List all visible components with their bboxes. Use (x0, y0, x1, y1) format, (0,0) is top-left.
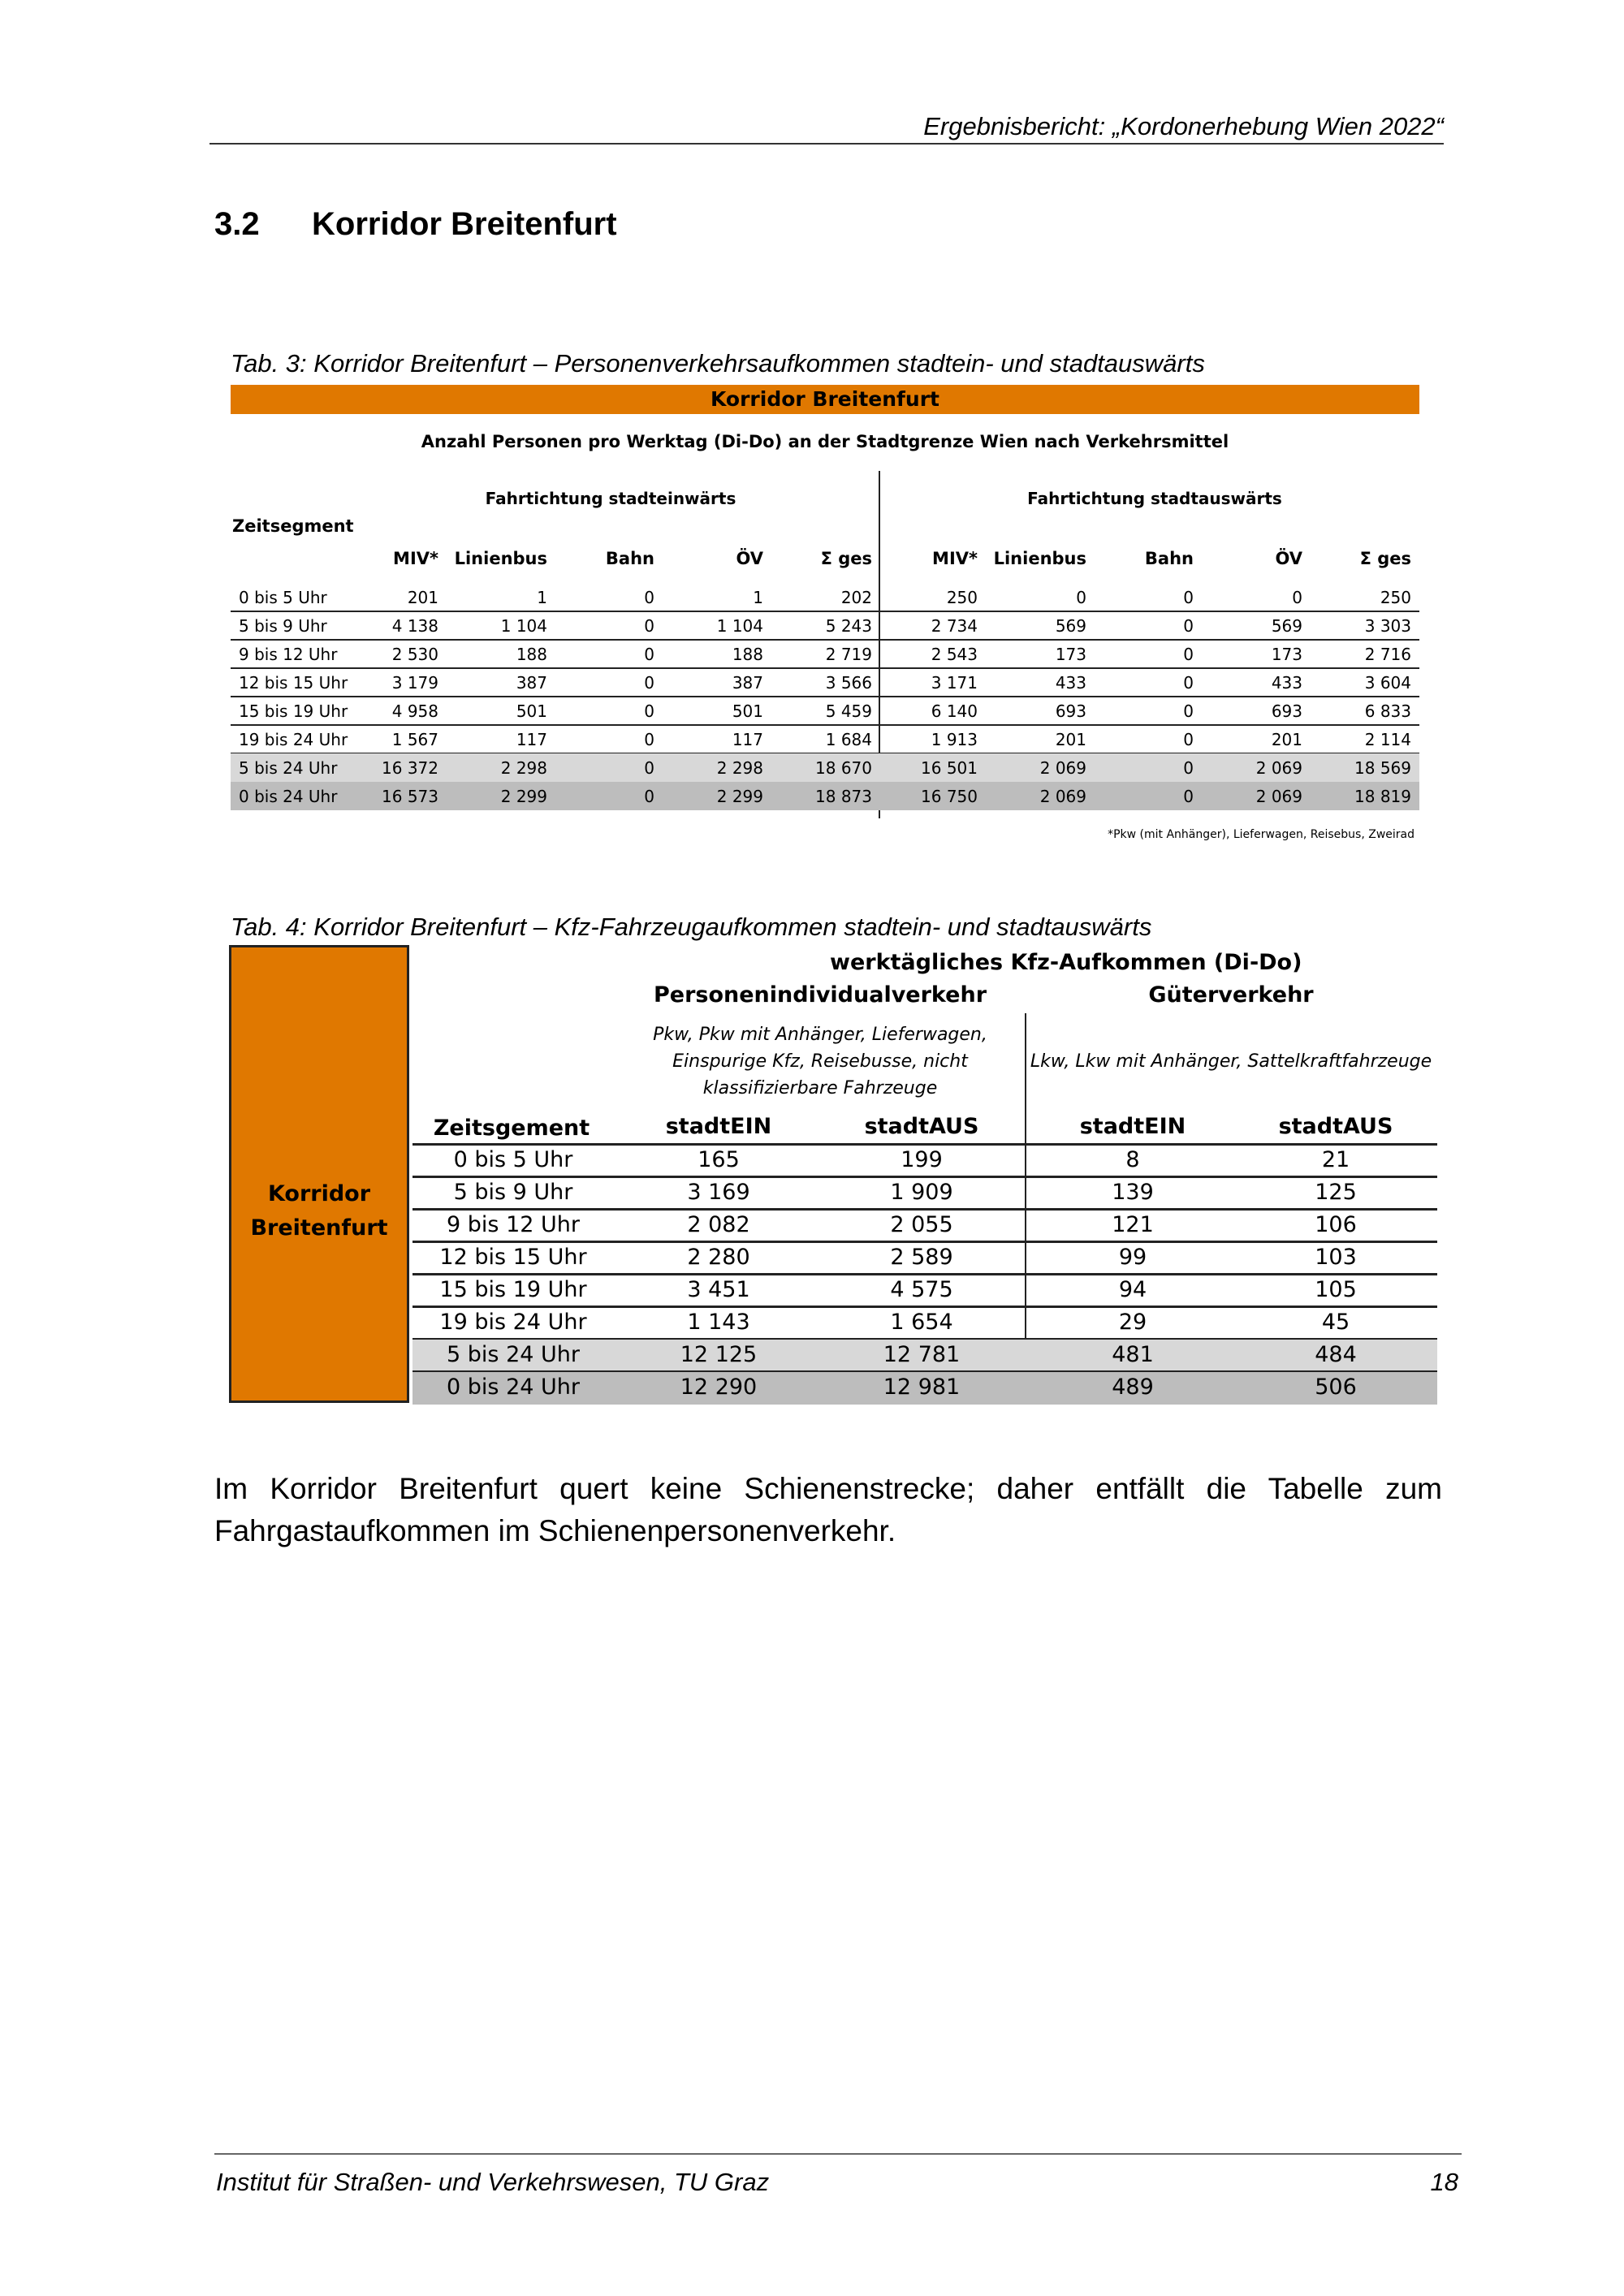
table3-cell: 2 069 (1255, 787, 1302, 806)
table3-cell: 0 (1183, 645, 1194, 664)
running-header: Ergebnisbericht: „Kordonerhebung Wien 2022“ (923, 112, 1444, 140)
table3-row (231, 753, 1419, 782)
table3-band-title: Korridor Breitenfurt (231, 385, 1419, 414)
table3-cell: 0 (644, 701, 654, 721)
table3-cell: 3 566 (825, 673, 872, 693)
table3-cell: 2 298 (500, 758, 547, 778)
table3-cell: 16 372 (382, 758, 438, 778)
section-number: 3.2 (214, 206, 260, 242)
table4-header-top: werktägliches Kfz-Aufkommen (Di-Do) (830, 950, 1302, 975)
table4-cell: 29 (1118, 1310, 1147, 1335)
table3-col-header: Bahn (605, 549, 654, 568)
table3-cell: 0 (644, 673, 654, 693)
table3-cell: 0 (1183, 730, 1194, 749)
table3-cell: 2 114 (1364, 730, 1411, 749)
table4-cell: 12 981 (883, 1375, 961, 1400)
table4-cell: 4 575 (890, 1277, 953, 1302)
table3-cell: 2 716 (1364, 645, 1411, 664)
table4-side-label (229, 1177, 409, 1245)
table3-cell: 0 (1183, 701, 1194, 721)
table4-row (412, 1372, 1437, 1405)
table3-cell: 3 303 (1364, 616, 1411, 636)
table3-cell: 387 (732, 673, 763, 693)
table4-piv-note-line2: Einspurige Kfz, Reisebusse, nicht (672, 1051, 968, 1072)
table3-cell: 433 (1271, 673, 1302, 693)
table4-row (412, 1307, 1437, 1340)
table4-cell: 2 589 (890, 1245, 953, 1270)
table4-cell: 165 (698, 1147, 740, 1172)
table3-row (231, 782, 1419, 810)
table4-row-label: 9 bis 12 Uhr (447, 1212, 580, 1237)
table4-cell: 12 125 (680, 1342, 758, 1367)
table3-row-label: 0 bis 5 Uhr (239, 588, 327, 607)
table3-col-header: MIV* (393, 549, 438, 568)
table3-cell: 2 299 (716, 787, 763, 806)
table3-cell: 0 (644, 645, 654, 664)
table4-col-gv-in: stadtEIN (1079, 1114, 1186, 1139)
table3-cell: 173 (1055, 645, 1086, 664)
table3-cell: 2 530 (391, 645, 438, 664)
table4-side-panel (229, 945, 409, 1403)
table3-cell: 2 069 (1039, 758, 1086, 778)
table4-cell: 506 (1315, 1375, 1357, 1400)
table3-row (231, 668, 1419, 697)
table3-cell: 18 873 (815, 787, 872, 806)
table4-cell: 489 (1112, 1375, 1154, 1400)
table3-cell: 1 (753, 588, 763, 607)
table3-cell: 0 (1183, 588, 1194, 607)
table4-piv-note (617, 1021, 1023, 1102)
table4-gv-note: Lkw, Lkw mit Anhänger, Sattelkraftfahrzeuge (1030, 1051, 1432, 1072)
table3-cell: 2 069 (1039, 787, 1086, 806)
table3-row (231, 697, 1419, 725)
table3-cell: 6 833 (1364, 701, 1411, 721)
table4-piv-note-line3: klassifizierbare Fahrzeuge (702, 1078, 938, 1098)
table3-footnote: *Pkw (mit Anhänger), Lieferwagen, Reisebus, Zweirad (1108, 828, 1415, 841)
footer-institute: Institut für Straßen- und Verkehrswesen, TU Graz (216, 2168, 770, 2196)
section-title: Korridor Breitenfurt (312, 206, 617, 242)
table3-cell: 2 719 (825, 645, 872, 664)
table4-row (412, 1177, 1437, 1210)
table3-col-header: ÖV (736, 549, 763, 568)
table4-cell: 121 (1112, 1212, 1154, 1237)
table4-col-piv-in: stadtEIN (665, 1114, 772, 1139)
table4-row-label: 19 bis 24 Uhr (439, 1310, 587, 1335)
table3-cell: 201 (407, 588, 438, 607)
table4-cell: 103 (1315, 1245, 1357, 1270)
table4-row (412, 1145, 1437, 1177)
table3-cell: 1 684 (825, 730, 872, 749)
table3-cell: 5 459 (825, 701, 872, 721)
table4-row (412, 1275, 1437, 1307)
table3-cell: 188 (732, 645, 763, 664)
table4-cell: 484 (1315, 1342, 1357, 1367)
table4-caption: Tab. 4: Korridor Breitenfurt – Kfz-Fahrzeugaufkommen stadtein- und stadtauswärts (231, 913, 1152, 941)
table3-cell: 3 179 (391, 673, 438, 693)
table3-cell: 250 (946, 588, 978, 607)
table4-col-piv-out: stadtAUS (864, 1114, 979, 1139)
table4-col-gv-out: stadtAUS (1278, 1114, 1393, 1139)
table3-col-header: Linienbus (993, 549, 1086, 568)
table4-group-piv: Personenindividualverkehr (653, 982, 987, 1008)
table3-cell: 2 069 (1255, 758, 1302, 778)
table4-row-label: 5 bis 9 Uhr (453, 1180, 573, 1205)
table3-cell: 2 734 (931, 616, 978, 636)
table3-cell: 0 (1183, 673, 1194, 693)
table3-cell: 6 140 (931, 701, 978, 721)
table3-cell: 569 (1055, 616, 1086, 636)
table3-cell: 501 (732, 701, 763, 721)
table4-cell: 1 143 (687, 1310, 750, 1335)
table3-cell: 4 138 (391, 616, 438, 636)
table4-row-label: 0 bis 24 Uhr (447, 1375, 580, 1400)
table3-cell: 0 (644, 730, 654, 749)
table3-cell: 173 (1271, 645, 1302, 664)
table3-cell: 387 (516, 673, 547, 693)
table3-cell: 3 171 (931, 673, 978, 693)
table3-row-label: 19 bis 24 Uhr (239, 730, 348, 749)
table3-cell: 0 (1183, 758, 1194, 778)
table3-segment-label: Zeitsegment (232, 516, 354, 536)
table4-cell: 21 (1321, 1147, 1350, 1172)
table3-row-label: 5 bis 9 Uhr (239, 616, 327, 636)
table3-cell: 1 913 (931, 730, 978, 749)
table3-row-label: 0 bis 24 Uhr (239, 787, 338, 806)
table3-cell: 693 (1055, 701, 1086, 721)
table4-cell: 105 (1315, 1277, 1357, 1302)
table4-row-label: 5 bis 24 Uhr (447, 1342, 580, 1367)
table3-caption: Tab. 3: Korridor Breitenfurt – Personenverkehrsaufkommen stadtein- und stadtauswärts (231, 349, 1205, 378)
table3-subtitle: Anzahl Personen pro Werktag (Di-Do) an der Stadtgrenze Wien nach Verkehrsmittel (421, 432, 1229, 451)
table3-cell: 4 958 (391, 701, 438, 721)
table3-cell: 433 (1055, 673, 1086, 693)
table4-cell: 106 (1315, 1212, 1357, 1237)
table4-cell: 2 082 (687, 1212, 750, 1237)
table4-cell: 12 781 (883, 1342, 961, 1367)
table4-cell: 94 (1118, 1277, 1147, 1302)
page-number: 18 (1430, 2168, 1458, 2196)
table4-cell: 481 (1112, 1342, 1154, 1367)
table3-row-label: 12 bis 15 Uhr (239, 673, 348, 693)
table4-row-label: 15 bis 19 Uhr (439, 1277, 587, 1302)
table3-row-label: 9 bis 12 Uhr (239, 645, 338, 664)
table3-cell: 1 104 (500, 616, 547, 636)
table3-row (231, 725, 1419, 753)
table4-group-gv: Güterverkehr (1148, 982, 1314, 1008)
table3-direction-in: Fahrtichtung stadteinwärts (485, 489, 736, 508)
table3-cell: 693 (1271, 701, 1302, 721)
table3-cell: 2 299 (500, 787, 547, 806)
table3-cell: 1 104 (716, 616, 763, 636)
table3-cell: 117 (516, 730, 547, 749)
table3-row (231, 611, 1419, 640)
table4-cell: 2 280 (687, 1245, 750, 1270)
table3-cell: 0 (644, 787, 654, 806)
table3-row (231, 583, 1419, 611)
table3-col-header: Bahn (1144, 549, 1194, 568)
table3-cell: 0 (644, 616, 654, 636)
table4-cell: 1 654 (890, 1310, 953, 1335)
table4-cell: 125 (1315, 1180, 1357, 1205)
table4-cell: 1 909 (890, 1180, 953, 1205)
table3-cell: 0 (644, 588, 654, 607)
table4-row (412, 1340, 1437, 1372)
table3-cell: 5 243 (825, 616, 872, 636)
table3-cell: 2 298 (716, 758, 763, 778)
table4-cell: 199 (901, 1147, 943, 1172)
table3-col-header: MIV* (932, 549, 978, 568)
table4-side-label-line2: Breitenfurt (250, 1215, 388, 1241)
table3-cell: 202 (840, 588, 872, 607)
table3-cell: 2 543 (931, 645, 978, 664)
table4-col-segment: Zeitsgement (433, 1116, 590, 1141)
table3-cell: 1 (537, 588, 547, 607)
table4-row (412, 1210, 1437, 1242)
table3-col-header: Σ ges (1359, 549, 1411, 568)
table3-cell: 201 (1271, 730, 1302, 749)
table3-cell: 18 569 (1354, 758, 1411, 778)
table4-row-label: 0 bis 5 Uhr (453, 1147, 573, 1172)
table3-cell: 0 (1292, 588, 1302, 607)
table4-piv-note-line1: Pkw, Pkw mit Anhänger, Lieferwagen, (653, 1025, 987, 1045)
table4-cell: 99 (1118, 1245, 1147, 1270)
table4-row (412, 1242, 1437, 1275)
table4-side-label-line1: Korridor (267, 1181, 371, 1206)
table4-cell: 139 (1112, 1180, 1154, 1205)
table3-cell: 201 (1055, 730, 1086, 749)
table3-cell: 0 (1076, 588, 1086, 607)
table4-cell: 3 169 (687, 1180, 750, 1205)
table3-col-header: Σ ges (820, 549, 872, 568)
table3-cell: 188 (516, 645, 547, 664)
table3-cell: 0 (1183, 787, 1194, 806)
table3-row-label: 15 bis 19 Uhr (239, 701, 348, 721)
table3-cell: 250 (1380, 588, 1411, 607)
footer-rule (214, 2153, 1462, 2155)
table4-cell: 12 290 (680, 1375, 758, 1400)
table4-cell: 3 451 (687, 1277, 750, 1302)
table3-direction-out: Fahrtichtung stadtauswärts (1027, 489, 1282, 508)
table3-cell: 16 501 (921, 758, 978, 778)
table3-cell: 18 819 (1354, 787, 1411, 806)
table3-cell: 16 573 (382, 787, 438, 806)
table3-cell: 1 567 (391, 730, 438, 749)
table3-row-label: 5 bis 24 Uhr (239, 758, 338, 778)
table3-cell: 0 (1183, 616, 1194, 636)
table3-cell: 3 604 (1364, 673, 1411, 693)
table3-cell: 0 (644, 758, 654, 778)
table3-cell: 18 670 (815, 758, 872, 778)
table3-cell: 569 (1271, 616, 1302, 636)
table3-col-header: Linienbus (454, 549, 547, 568)
header-rule (209, 143, 1444, 145)
table3-cell: 501 (516, 701, 547, 721)
table3-cell: 16 750 (921, 787, 978, 806)
table3-col-header: ÖV (1275, 549, 1302, 568)
table3-cell: 117 (732, 730, 763, 749)
body-paragraph: Im Korridor Breitenfurt quert keine Schienenstrecke; daher entfällt die Tabelle zum Fahrgastaufkommen im Schienenpersonenverkehr. (214, 1472, 1442, 1547)
table3-row (231, 640, 1419, 668)
table4-row-label: 12 bis 15 Uhr (439, 1245, 587, 1270)
table4-cell: 8 (1125, 1147, 1140, 1172)
table4-cell: 2 055 (890, 1212, 953, 1237)
table4-cell: 45 (1321, 1310, 1350, 1335)
